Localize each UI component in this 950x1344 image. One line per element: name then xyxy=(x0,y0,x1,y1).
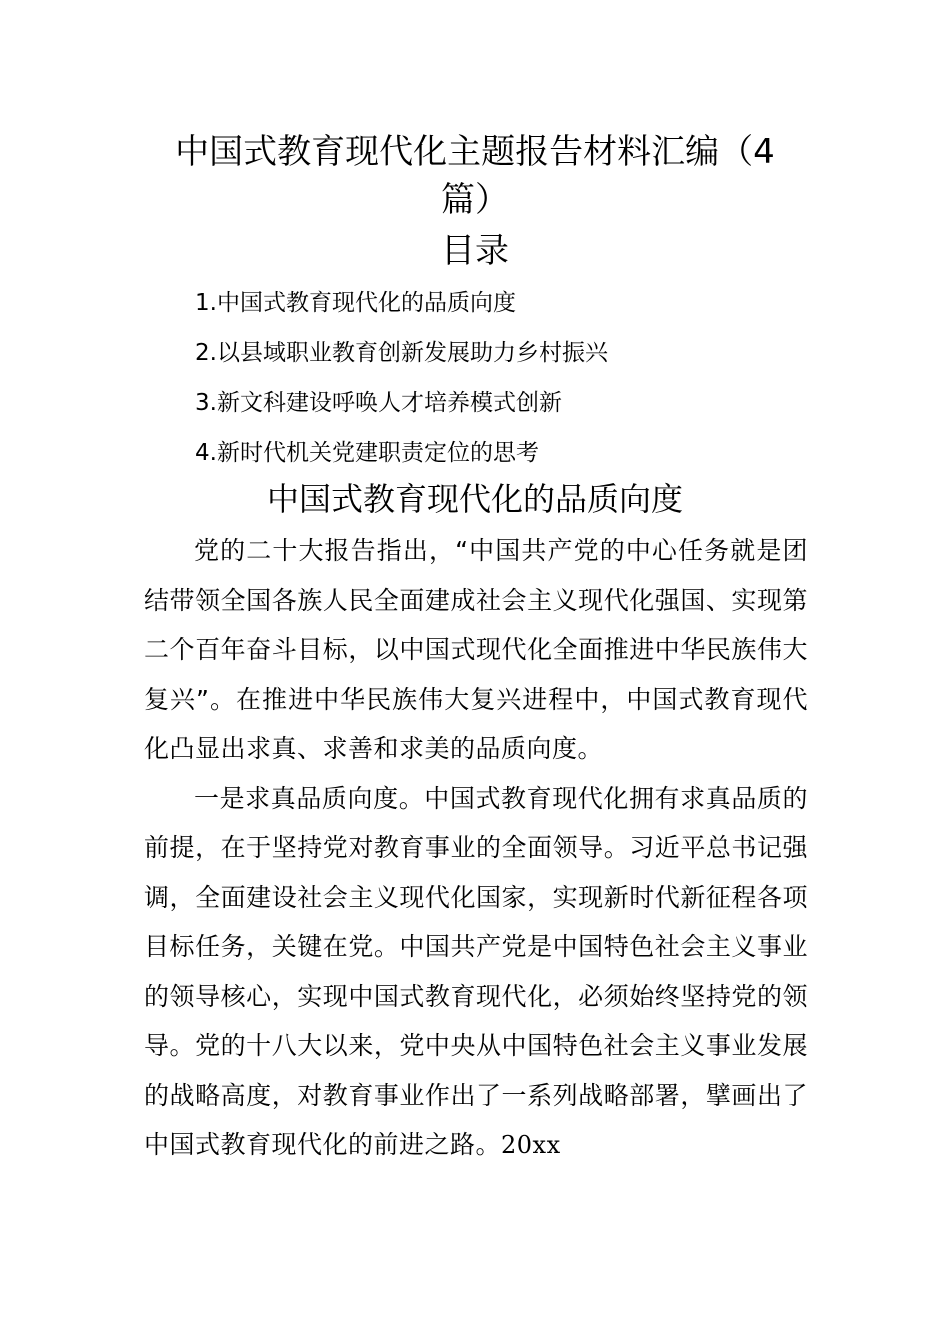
section-title: 中国式教育现代化的品质向度 xyxy=(266,480,683,518)
toc-item: 3.新文科建设呼唤人才培养模式创新 xyxy=(195,390,562,416)
paragraph-tail: 20xx xyxy=(501,1131,561,1159)
paragraph xyxy=(144,526,808,774)
section-body xyxy=(144,526,808,1171)
toc-item: 4.新时代机关党建职责定位的思考 xyxy=(195,440,539,466)
table-of-contents xyxy=(195,278,608,478)
document-title: 中国式教育现代化主题报告材料汇编（4篇） xyxy=(175,132,775,220)
paragraph xyxy=(144,774,808,1171)
paragraph-text: 一是求真品质向度。中国式教育现代化拥有求真品质的前提，在于坚持党对教育事业的全面领导。习近平总书记强调，全面建设社会主义现代化国家，实现新时代新征程各项目标任务，关键在党。中国共产党是中国特色社会主义事业的领导核心，实现中国式教育现代化，必须始终坚持党的领导。党的十八大以来，党中央从中国特色社会主义事业发展的战略高度，对教育事业作出了一系列战略部署，擘画出了中国式教育现代化的前进之路。 xyxy=(144,783,808,1159)
toc-item: 1.中国式教育现代化的品质向度 xyxy=(195,290,516,316)
toc-item: 2.以县域职业教育创新发展助力乡村振兴 xyxy=(195,340,608,366)
toc-heading: 目录 xyxy=(441,231,509,271)
paragraph-text: 党的二十大报告指出，“中国共产党的中心任务就是团结带领全国各族人民全面建成社会主义现代化强国、实现第二个百年奋斗目标，以中国式现代化全面推进中华民族伟大复兴”。在推进中华民族伟大复兴进程中，中国式教育现代化凸显出求真、求善和求美的品质向度。 xyxy=(144,536,808,763)
